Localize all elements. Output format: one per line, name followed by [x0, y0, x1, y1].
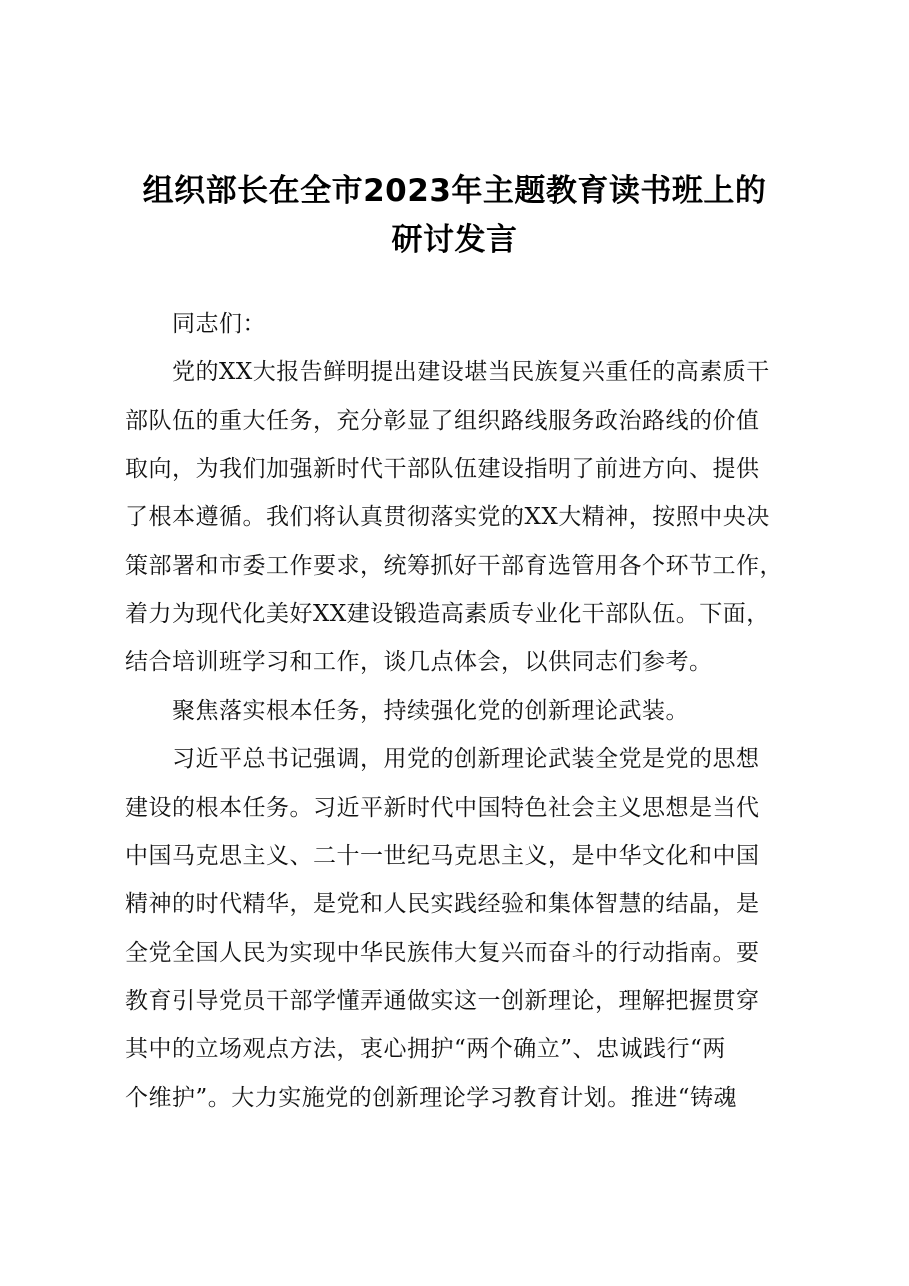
document-title-line-1: 组织部长在全市2023年主题教育读书班上的	[142, 173, 767, 209]
paragraph-1-line-3: 取向，为我们加强新时代干部队伍建设指明了前进方向、提供	[125, 456, 760, 482]
paragraph-1-line-5: 策部署和市委工作要求，统筹抓好干部育选管用各个环节工作，	[125, 553, 783, 579]
paragraph-2-line-8: 个维护”。大力实施党的创新理论学习教育计划。推进“铸魂	[125, 1085, 738, 1111]
paragraph-2-line-7: 其中的立场观点方法，衷心拥护“两个确立”、忠诚践行“两	[125, 1036, 726, 1062]
paragraph-1-line-1: 党的XX大报告鲜明提出建设堪当民族复兴重任的高素质干	[172, 359, 770, 385]
paragraph-1-line-2: 部队伍的重大任务，充分彰显了组织路线服务政治路线的价值	[125, 408, 760, 434]
paragraph-2-line-5: 全党全国人民为实现中华民族伟大复兴而奋斗的行动指南。要	[125, 940, 760, 966]
paragraph-2-line-4: 精神的时代精华，是党和人民实践经验和集体智慧的结晶，是	[125, 891, 760, 917]
paragraph-1-line-6: 着力为现代化美好XX建设锻造高素质专业化干部队伍。下面，	[125, 601, 770, 627]
paragraph-2-line-6: 教育引导党员干部学懂弄通做实这一创新理论，理解把握贯穿	[125, 988, 760, 1014]
paragraph-2-line-2: 建设的根本任务。习近平新时代中国特色社会主义思想是当代	[125, 795, 760, 821]
paragraph-2-line-1: 习近平总书记强调，用党的创新理论武装全党是党的思想	[172, 746, 760, 772]
paragraph-2-line-3: 中国马克思主义、二十一世纪马克思主义，是中华文化和中国	[125, 843, 760, 869]
salutation: 同志们：	[172, 311, 266, 337]
document-title-line-2: 研讨发言	[391, 222, 518, 258]
paragraph-1-line-4: 了根本遵循。我们将认真贯彻落实党的XX大精神，按照中央决	[125, 504, 770, 530]
paragraph-1-line-7: 结合培训班学习和工作，谈几点体会，以供同志们参考。	[125, 649, 713, 675]
section-heading: 聚焦落实根本任务，持续强化党的创新理论武装。	[172, 698, 689, 724]
